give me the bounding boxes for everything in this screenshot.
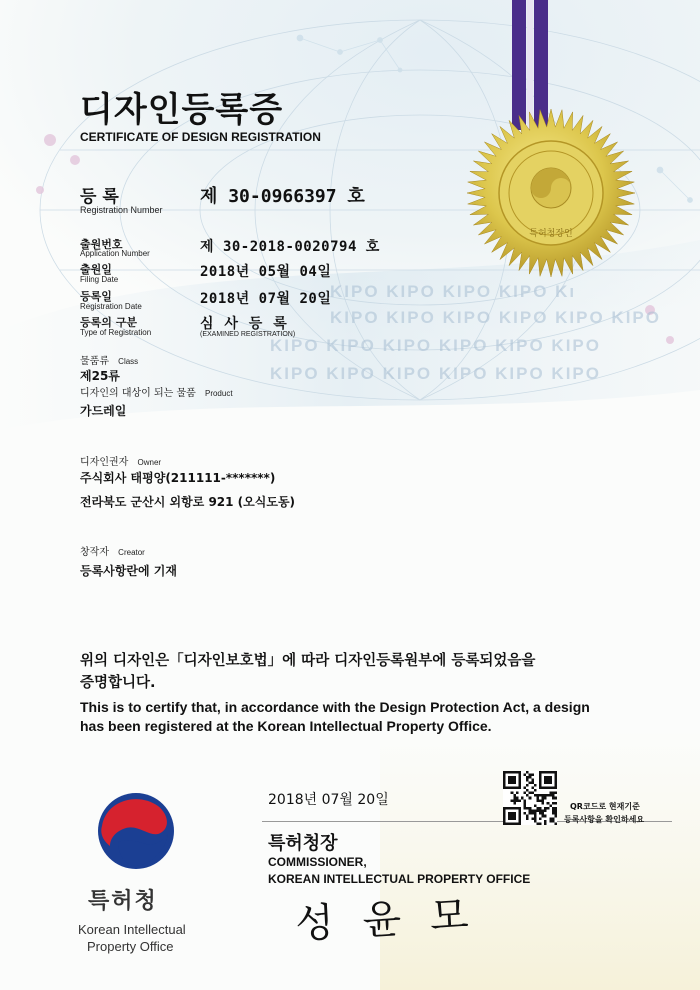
creator-label-ko: 창작자	[80, 547, 109, 558]
certificate-title-en: CERTIFICATE OF DESIGN REGISTRATION	[80, 130, 321, 144]
issue-date: 2018년 07월 20일	[268, 792, 389, 808]
creator-value: 등록사항란에 기재	[80, 564, 177, 578]
product-label-en: Product	[204, 389, 233, 398]
class-label-ko: 물품류	[80, 356, 109, 367]
owner-label-en: Owner	[137, 458, 162, 467]
reg-date-label: 등록일	[80, 290, 112, 303]
class-label-en: Class	[118, 357, 139, 366]
statement-en-line2: has been registered at the Korean Intellectual Property Office.	[80, 718, 492, 734]
registration-number: 제 30-0966397 호	[200, 186, 365, 207]
owner-label	[80, 453, 161, 468]
seal-text: 특허청장인	[529, 229, 573, 239]
creator-label	[80, 543, 145, 558]
watermark-row: KIPO KIPO KIPO KIPO KIPO KIPO	[270, 364, 601, 383]
reg-date-label-en: Registration Date	[80, 302, 142, 311]
registration-date: 2018년 07월 20일	[200, 291, 332, 307]
commissioner-title-en-2: KOREAN INTELLECTUAL PROPERTY OFFICE	[268, 872, 531, 886]
commissioner-signature: 성 윤 모	[294, 892, 478, 948]
application-label-en: Application Number	[80, 249, 150, 258]
filing-label: 출원일	[80, 263, 112, 276]
gold-seal	[466, 108, 636, 278]
product-label-ko: 디자인의 대상이 되는 물품	[80, 388, 196, 399]
filing-label-en: Filing Date	[80, 275, 119, 284]
statement-ko-line2: 증명합니다.	[80, 675, 156, 691]
reg-type-value-en: (EXAMINED REGISTRATION)	[200, 331, 296, 338]
owner-name: 주식회사 태평양(211111-*******)	[80, 471, 276, 485]
registration-label-en: Registration Number	[80, 205, 163, 215]
watermark-row: KIPO KIPO KIPO KIPO Kı	[330, 282, 577, 301]
office-name-en-2: Property Office	[87, 939, 174, 954]
application-label: 출원번호	[80, 238, 123, 251]
commissioner-title-ko: 특허청장	[268, 833, 338, 854]
registration-label: 등 록	[80, 187, 119, 207]
reg-type-label-en: Type of Registration	[80, 328, 152, 337]
class-value: 제25류	[80, 369, 120, 383]
reg-type-value: 심 사 등 록	[200, 316, 290, 332]
qr-note-line2: 등록사항을 확인하세요	[564, 815, 645, 824]
application-number: 제 30-2018-0020794 호	[200, 239, 380, 255]
product-label	[80, 384, 233, 399]
certificate-title-ko: 디자인등록증	[80, 90, 284, 130]
office-name-ko: 특허청	[88, 889, 158, 914]
owner-address: 전라북도 군산시 외항로 921 (오식도동)	[80, 495, 296, 509]
creator-label-en: Creator	[118, 548, 145, 557]
product-value: 가드레일	[80, 404, 127, 418]
commissioner-title-en-1: COMMISSIONER,	[268, 855, 367, 869]
reg-type-label: 등록의 구분	[80, 316, 137, 329]
qr-note-line1: QR코드로 현재기준	[570, 802, 640, 811]
class-label	[80, 352, 138, 367]
filing-date: 2018년 05월 04일	[200, 264, 332, 280]
office-name-en-1: Korean Intellectual	[78, 922, 186, 937]
qr-code[interactable]	[503, 771, 557, 825]
kipo-logo-icon	[88, 786, 184, 876]
statement-en-line1: This is to certify that, in accordance with the Design Protection Act, a design	[80, 699, 590, 715]
watermark-row: KIPO KIPO KIPO KIPO KIPO KIPO	[270, 336, 601, 355]
watermark-row: KIPO KIPO KIPO KIPO KIPO KIPO	[330, 308, 661, 327]
owner-label-ko: 디자인권자	[80, 457, 129, 468]
statement-ko-line1: 위의 디자인은「디자인보호법」에 따라 디자인등록원부에 등록되었음을	[80, 653, 536, 669]
